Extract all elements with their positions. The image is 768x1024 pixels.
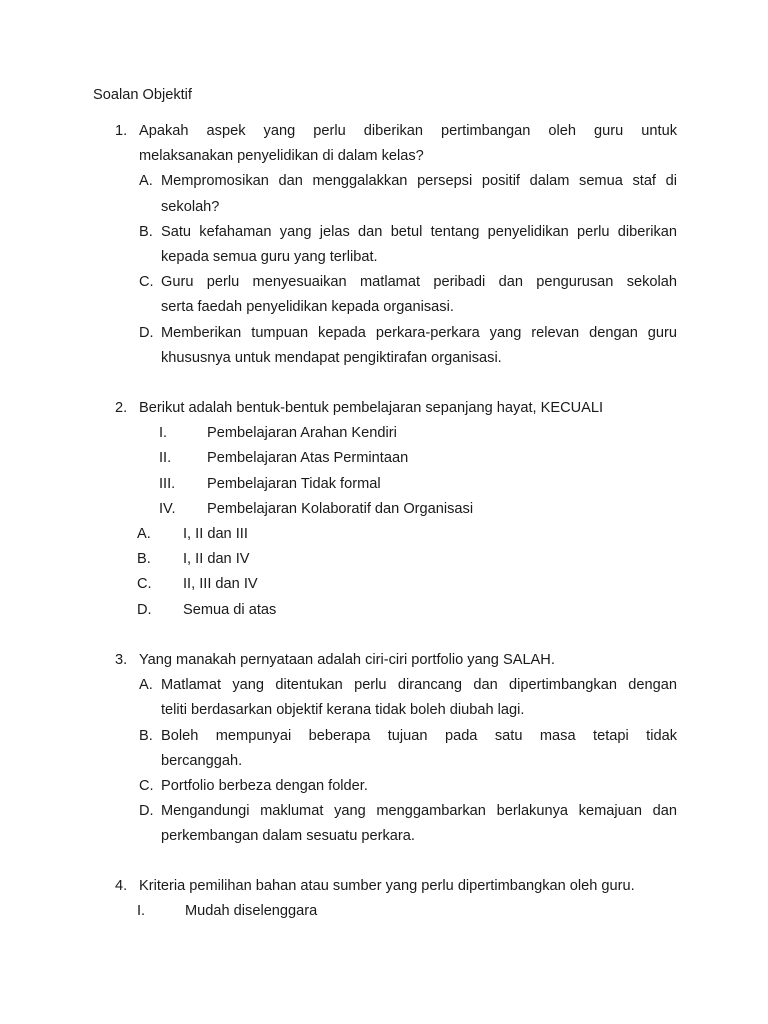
option-text: kepada semua guru yang terlibat. — [161, 248, 378, 265]
option-text: perkembangan dalam sesuatu perkara. — [161, 828, 415, 845]
statement-item — [115, 899, 677, 924]
statement-numeral: II. — [159, 450, 172, 467]
option-letter: C. — [137, 576, 152, 593]
statement-item — [115, 472, 677, 497]
option-text: Satu kefahaman yang jelas dan betul tentang penyelidikan perlu diberikan — [161, 223, 677, 240]
option-letter: D. — [137, 601, 152, 618]
question-2 — [115, 396, 677, 623]
statement-text: Pembelajaran Atas Permintaan — [207, 450, 409, 467]
option-text: Matlamat yang ditentukan perlu dirancang dan dipertimbangkan dengan — [161, 677, 677, 694]
statement-item — [115, 497, 677, 522]
option-c — [115, 774, 677, 799]
option-a — [115, 522, 677, 547]
statement-item — [115, 421, 677, 446]
option-a — [115, 169, 677, 194]
option-letter: C. — [139, 274, 154, 291]
question-number: 3. — [115, 652, 128, 668]
statement-numeral: I. — [159, 425, 168, 442]
option-text: II, III dan IV — [183, 576, 258, 593]
option-d — [115, 321, 677, 346]
option-text: serta faedah penyelidikan kepada organisasi. — [161, 299, 454, 316]
question-stem-line: Yang manakah pernyataan adalah ciri-ciri portfolio yang SALAH. — [139, 652, 555, 668]
option-letter: A. — [139, 677, 153, 694]
question-number: 2. — [115, 400, 128, 416]
statement-numeral: IV. — [159, 500, 176, 517]
option-text: Portfolio berbeza dengan folder. — [161, 777, 368, 794]
option-text: Guru perlu menyesuaikan matlamat peribadi dan pengurusan sekolah — [161, 274, 677, 291]
statement-text: Pembelajaran Arahan Kendiri — [207, 425, 397, 442]
option-letter: D. — [139, 324, 154, 341]
statement-text: Mudah diselenggara — [185, 903, 318, 920]
option-c — [115, 572, 677, 597]
option-letter: A. — [137, 525, 151, 542]
option-text: sekolah? — [161, 198, 220, 215]
option-text: I, II dan III — [183, 525, 248, 542]
option-d — [115, 598, 677, 623]
statement-numeral: III. — [159, 475, 176, 492]
statement-text: Pembelajaran Tidak formal — [207, 475, 381, 492]
option-b — [115, 220, 677, 245]
option-text: Semua di atas — [183, 601, 277, 618]
option-b — [115, 724, 677, 749]
option-letter: D. — [139, 803, 154, 820]
question-number: 4. — [115, 878, 128, 894]
option-text: bercanggah. — [161, 752, 243, 769]
option-letter: C. — [139, 777, 154, 794]
question-stem-line: Apakah aspek yang perlu diberikan pertimbangan oleh guru untuk — [139, 123, 677, 139]
option-b — [115, 547, 677, 572]
statement-item — [115, 446, 677, 471]
option-text: teliti berdasarkan objektif kerana tidak boleh diubah lagi. — [161, 702, 525, 719]
option-letter: B. — [139, 223, 153, 240]
option-text: Mengandungi maklumat yang menggambarkan berlakunya kemajuan dan — [161, 803, 677, 820]
question-1 — [115, 119, 677, 371]
question-stem-line: melaksanakan penyelidikan di dalam kelas? — [139, 148, 424, 165]
document-title: Soalan Objektif — [93, 87, 192, 103]
option-text: I, II dan IV — [183, 551, 250, 568]
option-text: khususnya untuk mendapat pengiktirafan organisasi. — [161, 349, 502, 366]
option-letter: B. — [139, 727, 153, 744]
question-number: 1. — [115, 123, 128, 139]
option-c — [115, 270, 677, 295]
question-stem-line: Berikut adalah bentuk-bentuk pembelajaran sepanjang hayat, KECUALI — [139, 400, 604, 416]
option-text: Mempromosikan dan menggalakkan persepsi positif dalam semua staf di — [161, 173, 677, 190]
option-letter: A. — [139, 173, 153, 190]
option-letter: B. — [137, 551, 151, 568]
option-text: Boleh mempunyai beberapa tujuan pada satu masa tetapi tidak — [161, 727, 677, 744]
option-a — [115, 673, 677, 698]
question-3 — [115, 648, 677, 850]
question-stem-line: Kriteria pemilihan bahan atau sumber yang perlu dipertimbangkan oleh guru. — [139, 878, 635, 894]
statement-numeral: I. — [137, 903, 146, 920]
option-d — [115, 799, 677, 824]
option-text: Memberikan tumpuan kepada perkara-perkara yang relevan dengan guru — [161, 324, 677, 341]
question-4 — [115, 874, 677, 924]
statement-text: Pembelajaran Kolaboratif dan Organisasi — [207, 500, 474, 517]
